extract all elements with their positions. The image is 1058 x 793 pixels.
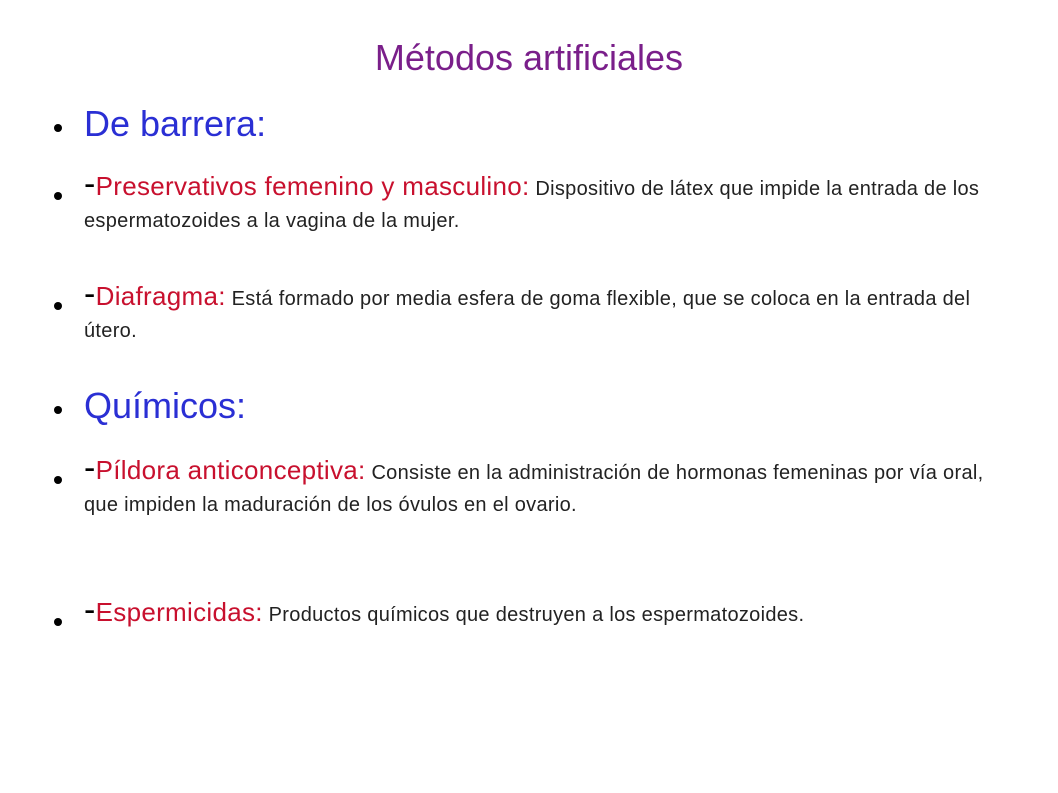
section-heading-barrera [84,104,984,144]
bullet-icon [54,476,62,484]
item-term: Píldora anticonceptiva: [95,455,366,485]
bullet-icon [54,302,62,310]
bullet-icon [54,192,62,200]
list-item-pildora [84,449,984,521]
section-heading-label: De barrera: [84,103,267,144]
section-heading-label: Químicos: [84,385,247,426]
bullet-icon [54,406,62,414]
item-dash: - [84,449,96,487]
item-description: Dispositivo de látex que impide la entrada de los espermatozoides a la vagina de la mujer. [84,178,980,232]
list-item-diafragma [84,275,984,347]
item-term: Espermicidas: [95,597,263,627]
bullet-icon [54,618,62,626]
item-dash: - [84,591,96,629]
item-dash: - [84,275,96,313]
item-description: Está formado por media esfera de goma flexible, que se coloca en la entrada del útero. [84,288,971,342]
bullet-icon [54,124,62,132]
item-term: Diafragma: [95,281,226,311]
item-term: Preservativos femenino y masculino: [95,171,530,201]
item-dash: - [84,165,96,203]
list-item-preservativos [84,165,984,237]
section-heading-quimicos [84,386,984,426]
item-description: Productos químicos que destruyen a los espermatozoides. [268,604,805,626]
item-description: Consiste en la administración de hormonas femeninas por vía oral, que impiden la maduración de los óvulos en el ovario. [84,462,984,516]
list-item-espermicidas [84,591,984,631]
slide-title: Métodos artificiales [374,37,684,78]
